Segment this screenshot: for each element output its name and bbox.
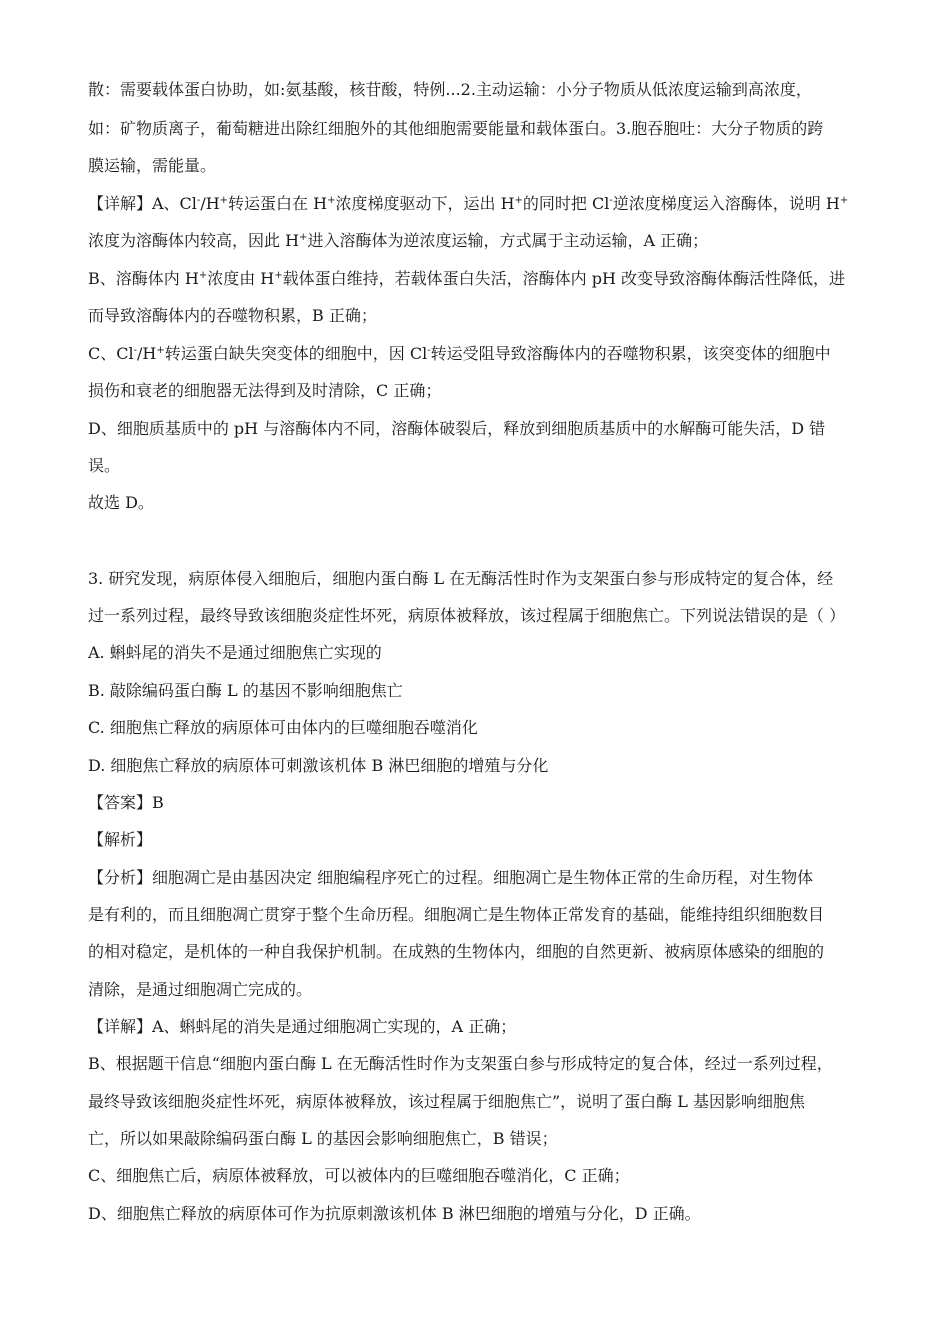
detail-b-line-1: B、溶酶体内 H+浓度由 H+载体蛋白维持，若载体蛋白失活，溶酶体内 pH 改变导致溶酶体酶活性降低，进 — [88, 269, 846, 288]
answer-choice: 故选 D。 — [88, 493, 154, 512]
q3-stem-line-2: 过一系列过程，最终导致该细胞炎症性坏死，病原体被释放，该过程属于细胞焦亡。下列说法错误的是（ ） — [88, 606, 846, 625]
detail-d-line-1: D、细胞质基质中的 pH 与溶酶体内不同，溶酶体破裂后，释放到细胞质基质中的水解酶可能失活，D 错 — [88, 419, 826, 438]
q3-stem-line-1: 3. 研究发现，病原体侵入细胞后，细胞内蛋白酶 L 在无酶活性时作为支架蛋白参与形成特定的复合体，经 — [88, 569, 834, 588]
intro-line-3: 膜运输，需能量。 — [88, 156, 217, 175]
option-d: D. 细胞焦亡释放的病原体可刺激该机体 B 淋巴细胞的增殖与分化 — [88, 756, 549, 775]
q3-detail-line-3: 最终导致该细胞炎症性坏死，病原体被释放，该过程属于细胞焦亡”，说明了蛋白酶 L 基因影响细胞焦 — [88, 1092, 805, 1111]
analysis-line-3: 的相对稳定，是机体的一种自我保护机制。在成熟的生物体内，细胞的自然更新、被病原体感染的细胞的 — [88, 942, 825, 961]
q3-detail-line-1: 【详解】A、蝌蚪尾的消失是通过细胞凋亡实现的，A 正确； — [88, 1017, 517, 1036]
detail-a-line-1: 【详解】A、Cl-/H+转运蛋白在 H+浓度梯度驱动下，运出 H+的同时把 Cl-逆浓度梯度运入溶酶体，说明 H+ — [88, 194, 849, 213]
analysis-line-4: 清除，是通过细胞凋亡完成的。 — [88, 980, 313, 999]
q3-detail-line-4: 亡，所以如果敲除编码蛋白酶 L 的基因会影响细胞焦亡，B 错误； — [88, 1129, 558, 1148]
detail-b-line-2: 而导致溶酶体内的吞噬物积累，B 正确； — [88, 306, 377, 325]
analysis-label: 【解析】 — [88, 830, 153, 849]
intro-line-1: 散：需要载体蛋白协助，如:氨基酸，核苷酸，特例...2.主动运输：小分子物质从低浓度运输到高浓度， — [88, 80, 812, 99]
q3-detail-line-5: C、细胞焦亡后，病原体被释放，可以被体内的巨噬细胞吞噬消化，C 正确； — [88, 1166, 630, 1185]
intro-line-2: 如：矿物质离子，葡萄糖进出除红细胞外的其他细胞需要能量和载体蛋白。3.胞吞胞吐：大分子物质的跨 — [88, 119, 824, 138]
option-c: C. 细胞焦亡释放的病原体可由体内的巨噬细胞吞噬消化 — [88, 718, 478, 737]
analysis-line-2: 是有利的，而且细胞凋亡贯穿于整个生命历程。细胞凋亡是生物体正常发育的基础，能维持组织细胞数目 — [88, 905, 825, 924]
detail-c-line-1: C、Cl-/H+转运蛋白缺失突变体的细胞中，因 Cl-转运受阻导致溶酶体内的吞噬物积累，该突变体的细胞中 — [88, 344, 831, 363]
q3-detail-line-6: D、细胞焦亡释放的病原体可作为抗原刺激该机体 B 淋巴细胞的增殖与分化，D 正确。 — [88, 1204, 701, 1223]
analysis-line-1: 【分析】细胞凋亡是由基因决定 细胞编程序死亡的过程。细胞凋亡是生物体正常的生命历程，对生物体 — [88, 868, 814, 887]
detail-c-line-2: 损伤和衰老的细胞器无法得到及时清除，C 正确； — [88, 381, 442, 400]
option-b: B. 敲除编码蛋白酶 L 的基因不影响细胞焦亡 — [88, 681, 403, 700]
answer-label: 【答案】B — [88, 793, 164, 812]
q3-detail-line-2: B、根据题干信息“细胞内蛋白酶 L 在无酶活性时作为支架蛋白参与形成特定的复合体，经过一系列过程， — [88, 1054, 833, 1073]
detail-a-line-2: 浓度为溶酶体内较高，因此 H+进入溶酶体为逆浓度运输，方式属于主动运输，A 正确； — [88, 231, 709, 250]
option-a: A. 蝌蚪尾的消失不是通过细胞焦亡实现的 — [88, 643, 382, 662]
detail-d-line-2: 误。 — [88, 456, 121, 475]
